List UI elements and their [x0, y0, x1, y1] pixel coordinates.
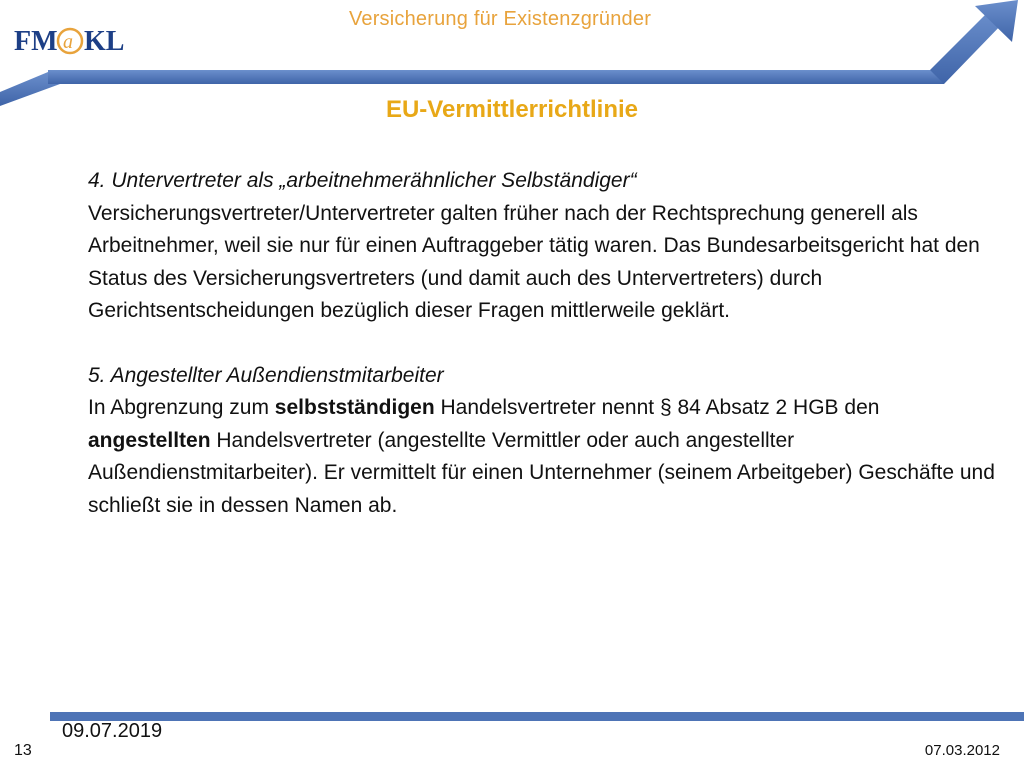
svg-text:KL: KL — [84, 26, 124, 57]
section-4-subheading: 4. Untervertreter als „arbeitnehmerähnlicher Selbständiger“ — [88, 169, 637, 192]
svg-text:a: a — [63, 31, 73, 53]
footer-date-right: 07.03.2012 — [924, 742, 1000, 759]
section-4-body: Versicherungsvertreter/Untervertreter galten früher nach der Rechtsprechung generell als Arbeitnehmer, weil sie nur für einen Auftraggeber tätig waren. Das Bundesarbeitsgericht hat den Status des Versicherungsvertreters (und damit auch des Untervertreters) durch Gerichtsentscheidungen bezüglich dieser Fragen mittlerweile geklärt. — [88, 201, 980, 322]
header-title: Versicherung für Existenzgründer — [348, 8, 652, 30]
slide-number: 13 — [14, 742, 32, 759]
section-5-subheading: 5. Angestellter Außendienstmitarbeiter — [88, 363, 444, 387]
section-5-body — [88, 392, 998, 522]
slide-content — [88, 165, 998, 522]
fmakl-logo — [14, 18, 124, 68]
footer-date-left: 09.07.2019 — [62, 720, 163, 742]
section-5-bold-1: selbstständigen — [274, 396, 435, 419]
section-5-text-1: In Abgrenzung zum — [88, 396, 275, 419]
section-5-bold-2: angestellten — [88, 428, 211, 452]
paragraph-gap — [88, 328, 998, 360]
svg-text:FM: FM — [14, 26, 58, 57]
section-5-text-3: Handelsvertreter (angestellte Vermittler oder auch angestellter Außendienstmitarbeiter). Er vermittelt für einen Unternehmer (seinem Arbeitgeber) Geschäfte und schließt sie in dessen Namen ab. — [88, 428, 995, 517]
slide-heading: EU-Vermittlerrichtlinie — [385, 96, 639, 123]
section-5-text-2: Handelsvertreter nennt § 84 Absatz 2 HGB den — [434, 396, 880, 419]
